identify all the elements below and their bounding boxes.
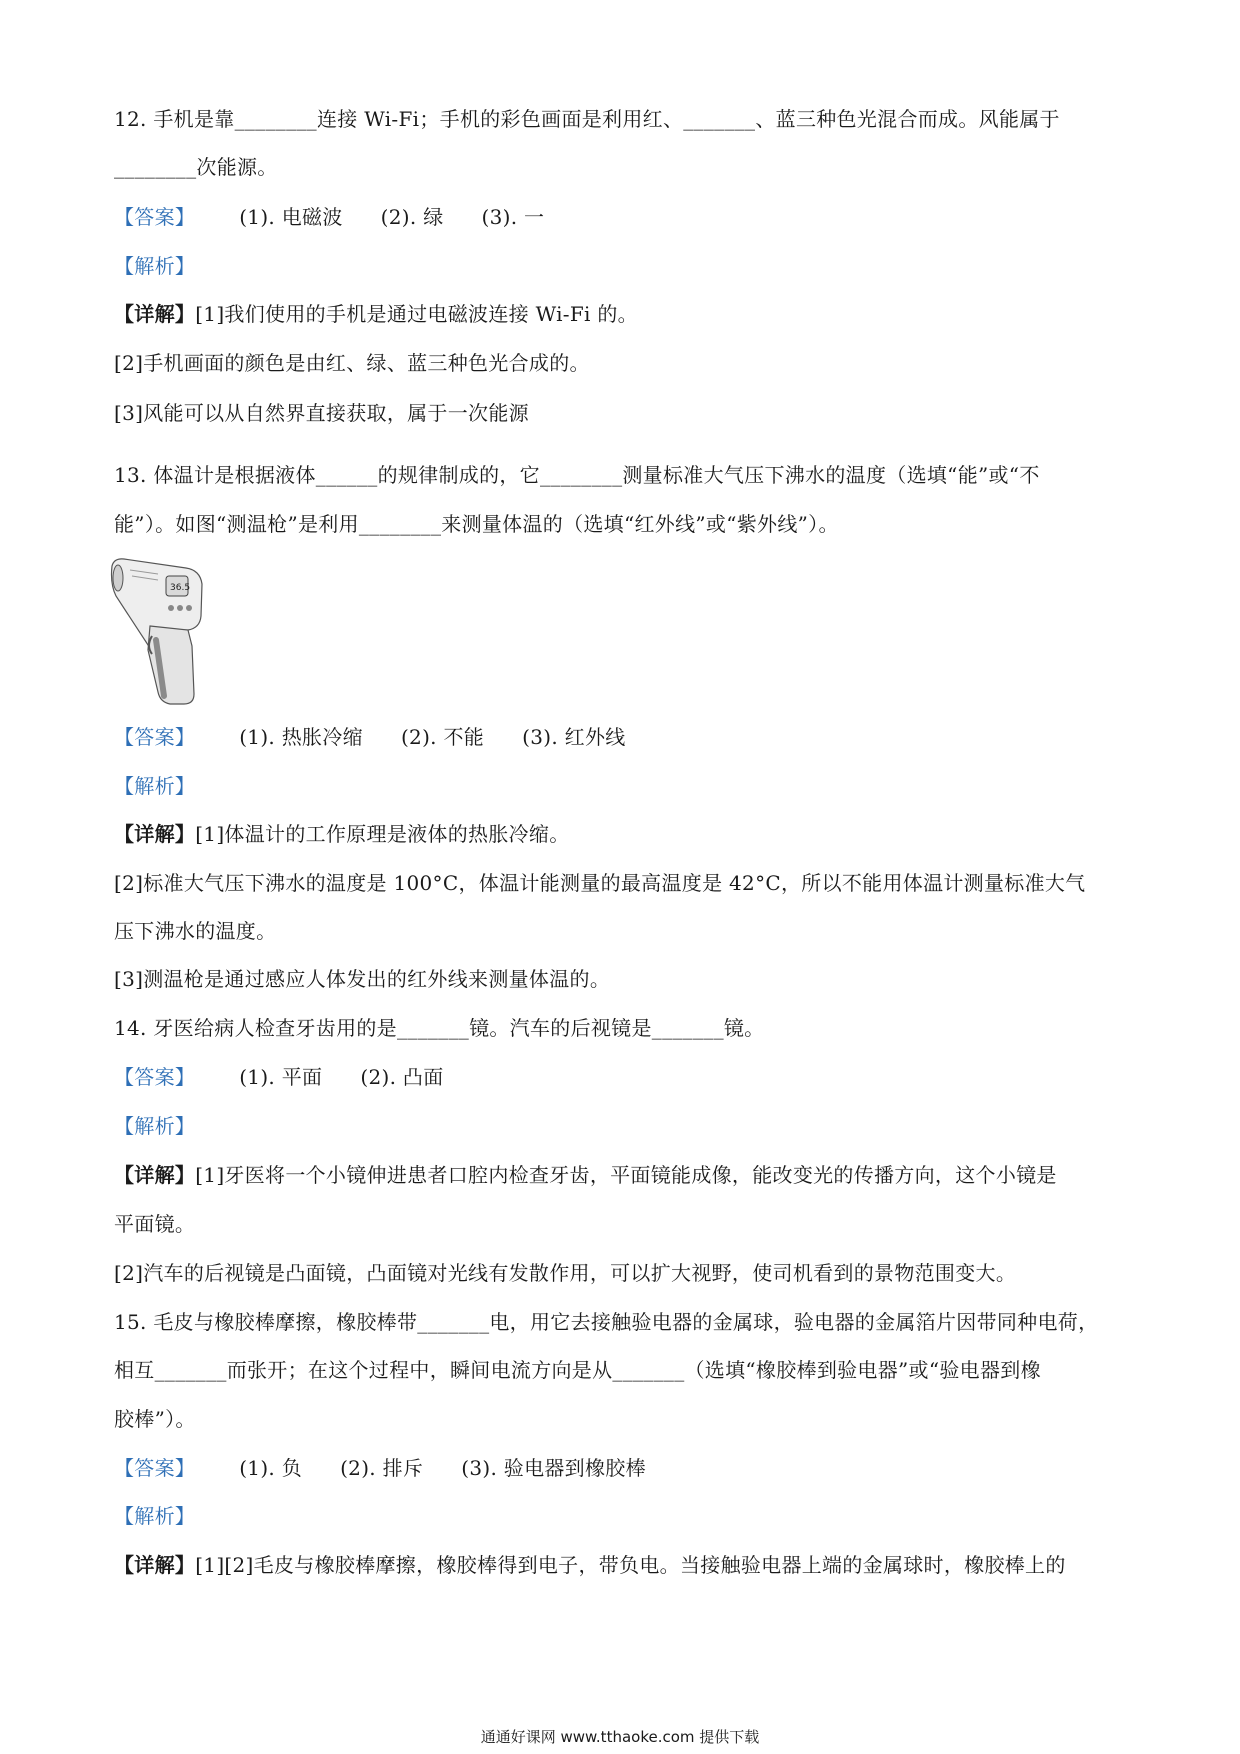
q13-answer-row [114,722,664,752]
detail-tag: 【详解】 [114,822,196,846]
detail-tag: 【详解】 [114,1163,196,1187]
answer-item: (1). 负 [239,1456,303,1480]
q13-stem-line2: 能”）。如图“测温枪”是利用________来测量体温的（选填“红外线”或“紫外线”）。 [114,512,839,536]
q13-stem-line1: 13. 体温计是根据液体______的规律制成的，它________测量标准大气压下沸水的温度（选填“能”或“不 [114,463,1040,487]
q15-detail1 [114,1550,1066,1580]
q14-detail1b: 平面镜。 [114,1212,196,1236]
q13-detail2b: 压下沸水的温度。 [114,919,277,943]
q14-detail2: [2]汽车的后视镜是凸面镜，凸面镜对光线有发散作用，可以扩大视野，使司机看到的景物范围变大。 [114,1261,1017,1285]
q13-detail2a: [2]标准大气压下沸水的温度是 100°C，体温计能测量的最高温度是 42°C，所以不能用体温计测量标准大气 [114,871,1086,895]
q12-stem-line2: ________次能源。 [114,155,278,179]
answer-tag: 【答案】 [114,205,196,229]
q15-stem-line3: 胶棒”）。 [114,1407,196,1431]
thermometer-gun-image [108,556,206,706]
svg-text:36.5: 36.5 [170,583,191,593]
detail-text: [1]牙医将一个小镜伸进患者口腔内检查牙齿，平面镜能成像，能改变光的传播方向，这个小镜是 [195,1163,1057,1187]
detail-tag: 【详解】 [114,1553,196,1577]
answer-item: (1). 热胀冷缩 [239,725,363,749]
answer-item: (2). 绿 [380,205,444,229]
q14-detail1a [114,1160,1057,1190]
answer-item: (2). 凸面 [360,1065,444,1089]
answer-tag: 【答案】 [114,1065,196,1089]
analysis-tag: 【解析】 [114,1114,196,1138]
q15-stem-line1: 15. 毛皮与橡胶棒摩擦，橡胶棒带_______电，用它去接触验电器的金属球，验电器的金属箔片因带同种电荷， [114,1310,1099,1334]
q14-answer-row [114,1062,482,1092]
analysis-tag: 【解析】 [114,774,196,798]
answer-item: (3). 红外线 [522,725,626,749]
q12-detail2: [2]手机画面的颜色是由红、绿、蓝三种色光合成的。 [114,351,590,375]
answer-item: (3). 验电器到橡胶棒 [461,1456,646,1480]
answer-item: (2). 不能 [400,725,485,749]
answer-tag: 【答案】 [114,1456,196,1480]
q15-answer-row [114,1453,684,1483]
analysis-tag: 【解析】 [114,254,196,278]
answer-item: (1). 平面 [239,1065,323,1089]
answer-item: (2). 排斥 [340,1456,424,1480]
answer-tag: 【答案】 [114,725,196,749]
q12-stem-line1: 12. 手机是靠________连接 Wi-Fi；手机的彩色画面是利用红、_______、蓝三种色光混合而成。风能属于 [114,107,1060,131]
q15-stem-line2: 相互_______而张开；在这个过程中，瞬间电流方向是从_______（选填“橡胶棒到验电器”或“验电器到橡 [114,1358,1041,1382]
q14-stem-line1: 14. 牙医给病人检查牙齿用的是_______镜。汽车的后视镜是_______镜。 [114,1016,765,1040]
q13-detail3: [3]测温枪是通过感应人体发出的红外线来测量体温的。 [114,967,611,991]
q12-answer-row [114,202,582,232]
answer-item: (1). 电磁波 [239,205,343,229]
q12-detail1 [114,299,638,329]
page-footer: 通通好课网 www.tthaoke.com 提供下载 [480,1728,760,1746]
detail-text: [1][2]毛皮与橡胶棒摩擦，橡胶棒得到电子，带负电。当接触验电器上端的金属球时，橡胶棒上的 [195,1553,1066,1577]
detail-text: [1]体温计的工作原理是液体的热胀冷缩。 [195,822,570,846]
detail-text: [1]我们使用的手机是通过电磁波连接 Wi-Fi 的。 [195,302,638,326]
q13-detail1 [114,819,570,849]
analysis-tag: 【解析】 [114,1504,196,1528]
answer-item: (3). 一 [481,205,545,229]
detail-tag: 【详解】 [114,302,196,326]
q12-detail3: [3]风能可以从自然界直接获取，属于一次能源 [114,401,529,425]
